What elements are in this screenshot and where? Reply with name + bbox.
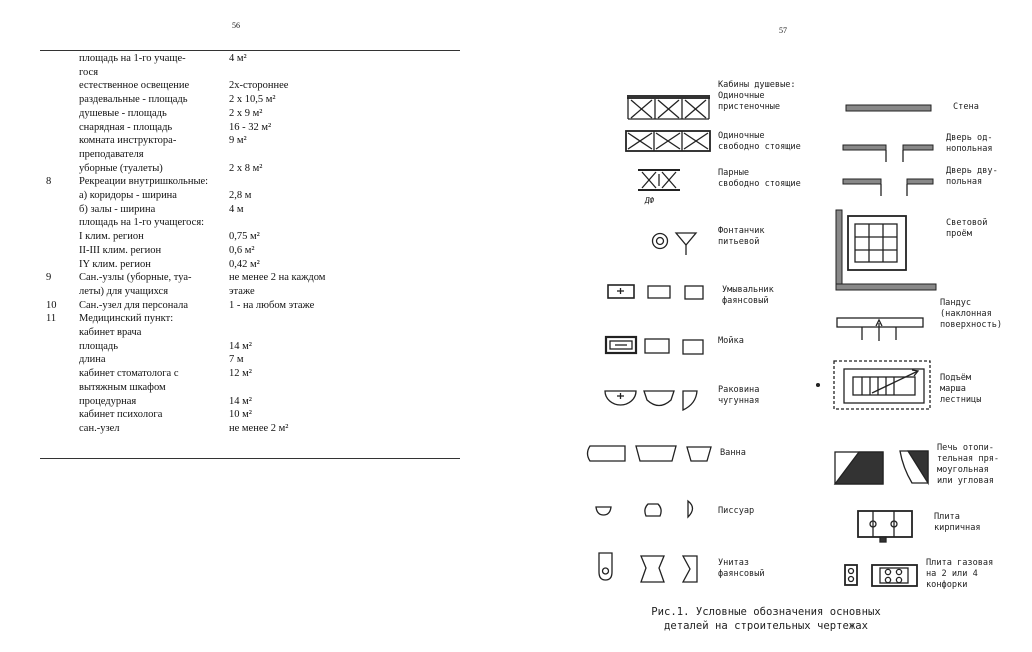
- row-value: 4 м²: [229, 53, 247, 64]
- label-brick-stove: Плита кирпичная: [934, 512, 981, 533]
- label-sink: Мойка: [718, 336, 744, 346]
- row-heading: Рекреации внутришкольные:: [79, 176, 209, 188]
- drinking-fountain-symbol: [653, 233, 697, 255]
- row-value: 2 х 9 м²: [229, 107, 263, 119]
- row-value: не менее 2 м²: [229, 422, 289, 434]
- row-value: 2х-стороннее: [229, 80, 289, 92]
- row-value: 0,6 м²: [229, 244, 255, 256]
- label-wall: Стена: [953, 102, 979, 112]
- label-bathtub: Ванна: [720, 448, 746, 458]
- label-castiron-sink: Раковина чугунная: [718, 385, 760, 406]
- ramp-symbol: [837, 318, 923, 341]
- sink-symbol: [606, 337, 703, 354]
- label-shower-wall: Кабины душевые: Одиночные пристеночные: [718, 80, 796, 112]
- bathtub-symbol: [588, 446, 712, 461]
- row-value: 2,8 м: [229, 190, 252, 201]
- row-value: 16 - 32 м²: [229, 121, 272, 133]
- row-parameter: вытяжным шкафом: [79, 381, 166, 393]
- label-urinal: Писсуар: [718, 506, 755, 516]
- shower-pair-symbol: [638, 170, 680, 190]
- row-value: 1 - на любом этаже: [229, 299, 315, 311]
- row-heading: площадь на 1-го учащегося:: [79, 217, 205, 229]
- row-parameter: процедурная: [79, 395, 137, 407]
- label-washbasin: Умывальник фаянсовый: [722, 285, 774, 306]
- row-number: 8: [46, 176, 52, 188]
- window-opening-symbol: [836, 210, 936, 290]
- row-parameter: площадь на 1-го учаще-: [79, 53, 186, 64]
- row-parameter: б) залы - ширина: [79, 203, 156, 215]
- figure-caption-line1: Рис.1. Условные обозначения основных: [651, 606, 881, 618]
- row-parameter: длина: [79, 354, 106, 366]
- castiron-sink-symbol: [605, 391, 697, 410]
- stair-rise-symbol: [817, 361, 930, 409]
- toilet-symbol: [599, 553, 697, 582]
- row-parameter: а) коридоры - ширина: [79, 190, 177, 201]
- gas-stove-symbol: [845, 565, 917, 586]
- row-number: 9: [46, 272, 52, 284]
- row-value: 14 м²: [229, 340, 252, 352]
- page-number-right: 57: [779, 26, 787, 35]
- row-parameter: I клим. регион: [79, 231, 144, 243]
- row-parameter: кабинет стоматолога с: [79, 368, 179, 380]
- row-value: этаже: [229, 285, 255, 297]
- row-parameter: душевые - площадь: [79, 107, 167, 119]
- row-parameter: комната инструктора-: [79, 135, 177, 147]
- row-parameter: уборные (туалеты): [79, 162, 163, 174]
- label-heating-stove: Печь отопи- тельная пря- моугольная или угловая: [937, 443, 1000, 486]
- figure-caption-line2: деталей на строительных чертежах: [663, 620, 869, 632]
- row-value: 9 м²: [229, 135, 247, 147]
- label-window-opening: Световой проём: [946, 218, 988, 239]
- row-parameter: II-III клим. регион: [79, 244, 162, 256]
- page-number-left: 56: [232, 21, 240, 30]
- label-shower-freestanding: Одиночные свободно стоящие: [718, 131, 801, 152]
- label-double-door: Дверь дву- польная: [946, 166, 998, 187]
- row-value: 2 х 8 м²: [229, 162, 263, 174]
- row-value: 10 м²: [229, 409, 252, 421]
- pair-tag: ДФ: [645, 196, 655, 205]
- row-number: 11: [46, 313, 57, 325]
- double-door-symbol: [843, 179, 933, 196]
- row-parameter: IY клим. регион: [79, 258, 151, 270]
- label-shower-pair: Парные свободно стоящие: [718, 168, 801, 189]
- row-parameter: естественное освещение: [79, 80, 190, 92]
- shower-freestanding-symbol: [626, 131, 710, 151]
- row-parameter: снарядная - площадь: [79, 121, 173, 133]
- row-value: 7 м: [229, 354, 244, 366]
- label-ramp: Пандус (наклонная поверхность): [940, 298, 1003, 330]
- row-parameter: Сан.-узел для персонала: [79, 299, 189, 311]
- row-parameter: площадь: [79, 340, 118, 352]
- shower-wall-symbol: [627, 95, 710, 119]
- label-stair-rise: Подъём марша лестницы: [940, 373, 982, 405]
- row-value: 4 м: [229, 203, 244, 215]
- wall-symbol: [846, 105, 931, 111]
- urinal-symbol: [596, 501, 693, 517]
- row-parameter: преподавателя: [79, 148, 144, 160]
- label-single-door: Дверь од- нопольная: [946, 133, 993, 154]
- single-door-symbol: [843, 145, 933, 162]
- label-toilet: Унитаз фаянсовый: [718, 558, 765, 579]
- heating-stove-symbol: [835, 451, 928, 484]
- row-value: не менее 2 на каждом: [229, 272, 326, 284]
- label-gas-stove: Плита газовая на 2 или 4 конфорки: [926, 558, 994, 590]
- label-drinking-fountain: Фонтанчик питьевой: [718, 226, 765, 247]
- row-value: 12 м²: [229, 368, 252, 380]
- row-parameter: раздевальные - площадь: [79, 94, 188, 106]
- row-value: 2 х 10,5 м²: [229, 94, 276, 106]
- row-parameter: кабинет врача: [79, 327, 142, 338]
- row-number: 10: [46, 299, 57, 311]
- row-parameter: леты) для учащихся: [79, 285, 169, 297]
- row-value: 0,42 м²: [229, 258, 260, 270]
- row-value: 0,75 м²: [229, 231, 260, 243]
- row-value: 14 м²: [229, 395, 252, 407]
- row-parameter: сан.-узел: [79, 422, 120, 434]
- row-parameter: гося: [79, 66, 99, 78]
- brick-stove-symbol: [858, 511, 912, 542]
- washbasin-symbol: [608, 285, 703, 299]
- row-heading: Медицинский пункт:: [79, 313, 174, 325]
- row-parameter: Сан.-узлы (уборные, туа-: [79, 272, 192, 284]
- row-parameter: кабинет психолога: [79, 409, 163, 421]
